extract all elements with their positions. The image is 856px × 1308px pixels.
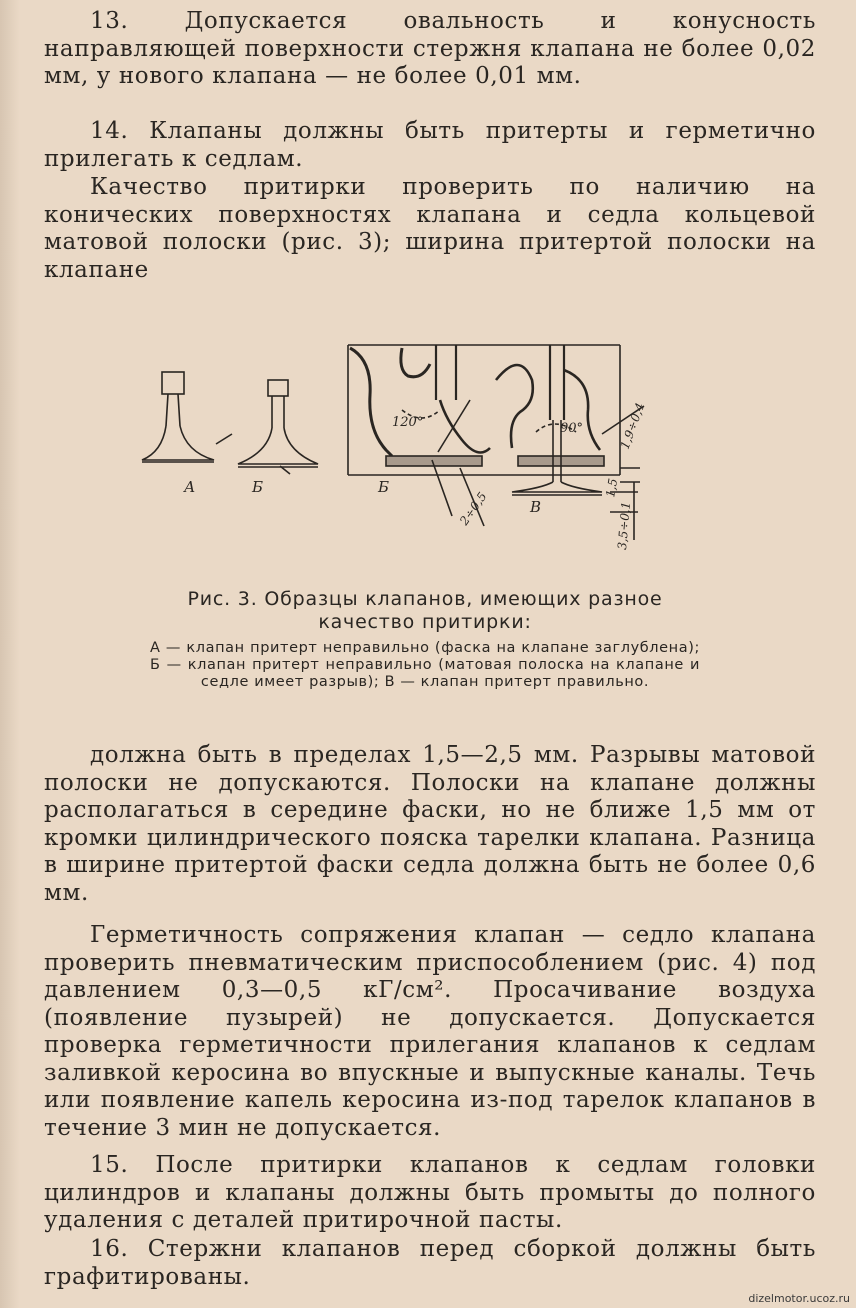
paragraph-width: должна быть в пределах 1,5—2,5 мм. Разрывы матовой полоски не допускаются. Полоски на клапане должны располагаться в середине фаски, но не ближе 1,5 мм от кромки цилиндрического пояска тарелки клапана. Разница в ширине притертой фаски седла должна быть не более 0,6 мм. <box>44 742 816 906</box>
paragraph-quality-check: Качество притирки проверить по наличию на конических поверхностях клапана и седла кольцевой матовой полоски (рис. 3); ширина притертой полоски на клапане <box>44 174 816 283</box>
paragraph-hermeticity: Герметичность сопряжения клапан — седло клапана проверить пневматическим приспособлением (рис. 4) под давлением 0,3—0,5 кГ/см². Просачивание воздуха (появление пузырей) не допускается. Допускается проверка герметичности прилегания клапанов к седлам заливкой керосина во впускные и выпускные каналы. Течь или появление капель керосина из-под тарелок клапанов в течение 3 мин не допускается. <box>44 922 816 1141</box>
label-b-section: Б <box>378 478 390 496</box>
footer-url: dizelmotor.ucoz.ru <box>748 1292 850 1305</box>
paragraph-14: 14. Клапаны должны быть притерты и герметично прилегать к седлам. <box>44 118 816 172</box>
valve-a-drawing <box>142 372 232 462</box>
angle-120-label: 120° <box>392 415 424 430</box>
label-v: В <box>530 498 542 516</box>
label-a: А <box>184 478 196 496</box>
paragraph-16: 16. Стержни клапанов перед сборкой должны быть графитированы. <box>44 1236 816 1290</box>
figure-caption-legend: А — клапан притерт неправильно (фаска на клапане заглублена); Б — клапан притерт неправильно (матовая полоска на клапане и седле имеет разрыв); В — клапан притерт правильно. <box>150 640 700 690</box>
angle-90-label: 90° <box>560 421 584 436</box>
valve-lapping-figure <box>140 340 660 560</box>
dim-width-label: 2÷0,5 <box>456 489 490 528</box>
paragraph-13: 13. Допускается овальность и конусность направляющей поверхности стержня клапана не более 0,02 мм, у нового клапана — не более 0,01 мм. <box>44 8 816 89</box>
cylinder-head-section <box>348 345 644 540</box>
figure-caption-title: Рис. 3. Образцы клапанов, имеющих разное качество притирки: <box>187 588 663 633</box>
page-edge-shadow <box>0 0 20 1308</box>
dim-seat-label: 1,9÷0,4 <box>617 400 648 452</box>
dim-35-label: 3,5÷0,1 <box>615 500 634 551</box>
dim-15-label: 1,5 <box>603 477 621 499</box>
paragraph-15: 15. После притирки клапанов к седлам головки цилиндров и клапаны должны быть промыты до полного удаления с деталей притирочной пасты. <box>44 1152 816 1233</box>
label-b-valve: Б <box>252 478 264 496</box>
valve-b-drawing <box>238 380 318 474</box>
